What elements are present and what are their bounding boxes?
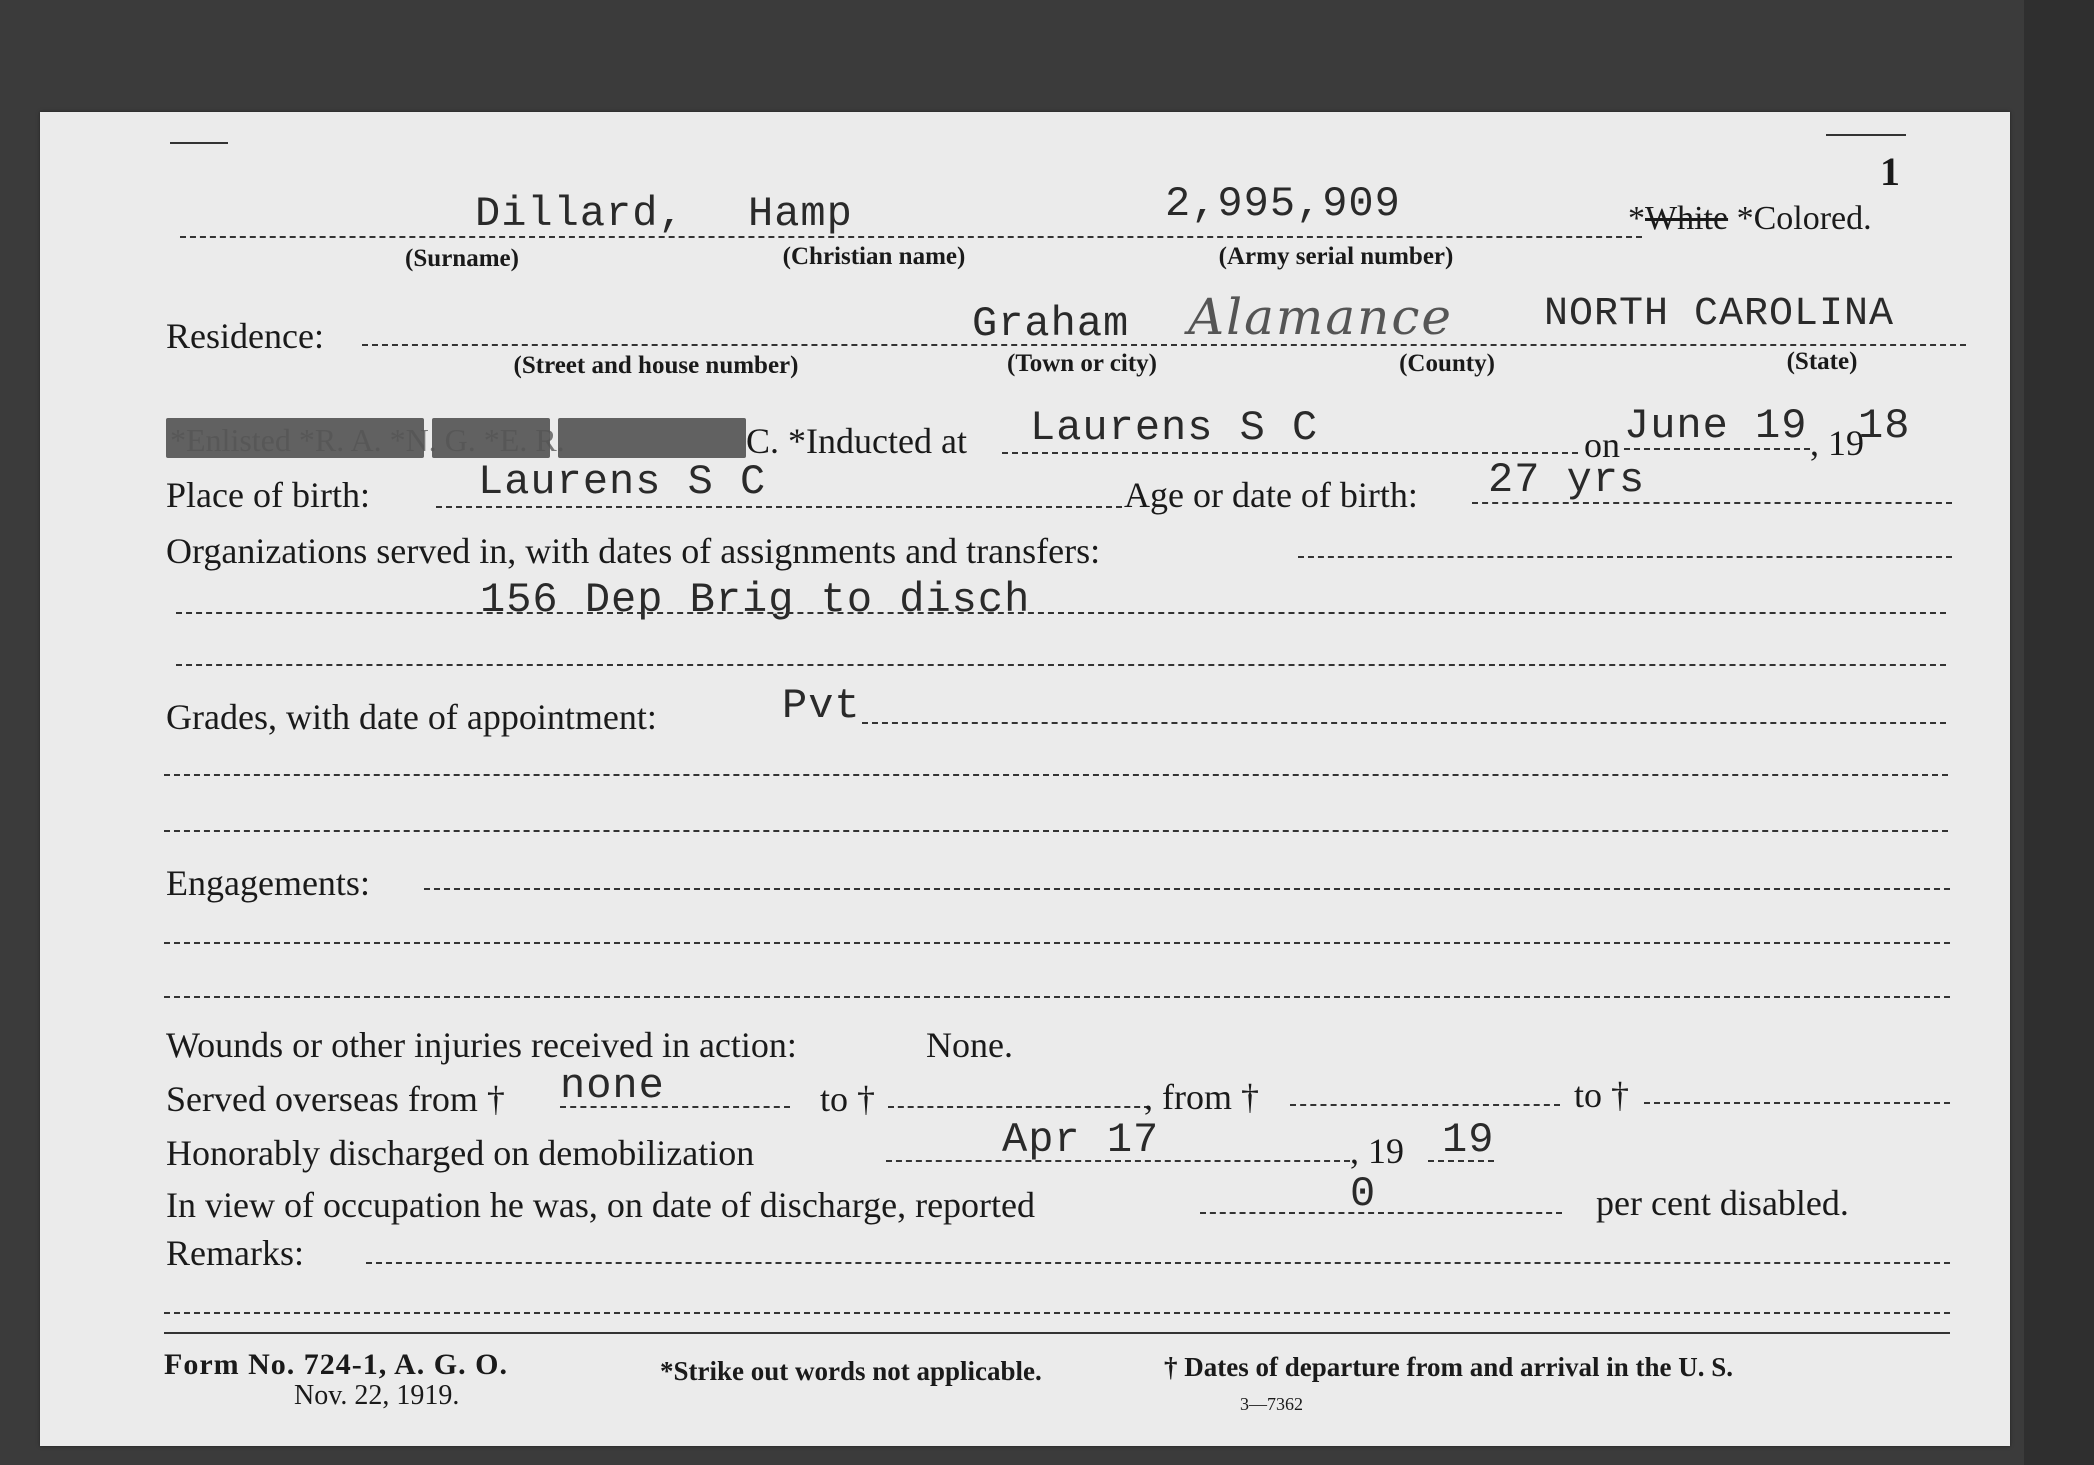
scanner-background: [2024, 0, 2094, 1465]
organizations-line-3: [176, 664, 1946, 666]
place-of-birth-line: [436, 506, 1122, 508]
disability-value: 0: [1350, 1170, 1377, 1218]
race-mid: *: [1728, 200, 1754, 237]
county-caption: (County): [1399, 350, 1495, 377]
town-caption: (Town or city): [1007, 350, 1157, 377]
organizations-label: Organizations served in, with dates of assignments and transfers:: [166, 531, 1101, 571]
on-label: on: [1584, 425, 1620, 465]
induction-date-value: June 19: [1624, 402, 1808, 450]
overseas-to2-label: to †: [1574, 1075, 1630, 1115]
race-options: [1628, 200, 1872, 238]
disability-line: [1200, 1212, 1562, 1214]
grades-label: Grades, with date of appointment:: [166, 697, 657, 737]
residence-line: [362, 344, 1966, 346]
remarks-line-2: [164, 1312, 1950, 1314]
enlistment-options-redacted: R.: [535, 422, 565, 458]
state-caption: (State): [1786, 348, 1858, 375]
inducted-line: [1002, 452, 1578, 454]
form-date: Nov. 22, 1919.: [294, 1380, 460, 1411]
engagements-label: Engagements:: [166, 863, 370, 903]
discharge-label: Honorably discharged on demobilization: [166, 1133, 755, 1173]
organizations-line-1: [1298, 556, 1952, 558]
place-of-birth-value: Laurens S C: [478, 458, 767, 506]
race-colored: Colored.: [1753, 200, 1872, 237]
redaction-bar-1: [166, 418, 424, 458]
discharge-year-line: [1428, 1160, 1494, 1162]
wounds-value: None.: [926, 1025, 1013, 1065]
organizations-line-2: [176, 612, 1946, 614]
redaction-bar-3: [558, 418, 746, 458]
race-white-struck: White: [1645, 200, 1729, 237]
induction-year-prefix: , 19: [1810, 423, 1864, 463]
overseas-from2-label: , from †: [1144, 1077, 1259, 1117]
discharge-date-line: [886, 1160, 1350, 1162]
induction-date-line: [1624, 448, 1810, 450]
grades-line-3: [164, 830, 1948, 832]
top-left-rule: [170, 142, 228, 144]
overseas-to2-line: [1644, 1102, 1950, 1104]
state-value: NORTH CAROLINA: [1544, 292, 1895, 337]
redaction-bar-2: [432, 418, 550, 458]
surname-caption: (Surname): [405, 245, 519, 272]
overseas-to-line: [888, 1106, 1150, 1108]
inducted-label: C. *Inducted at: [746, 421, 967, 461]
wounds-label: Wounds or other injuries received in action:: [166, 1025, 797, 1065]
county-value-handwritten: Alamance: [1188, 288, 1453, 346]
disability-suffix: per cent disabled.: [1596, 1183, 1849, 1223]
grades-value: Pvt: [782, 682, 861, 730]
discharge-date-value: Apr 17: [1002, 1116, 1160, 1164]
service-record-card: [40, 112, 2010, 1446]
overseas-from2-line: [1290, 1104, 1560, 1106]
engagements-line-2: [164, 942, 1950, 944]
residence-label: Residence:: [166, 316, 324, 356]
grades-line-2: [164, 774, 1948, 776]
street-caption: (Street and house number): [513, 352, 799, 379]
dates-note: † Dates of departure from and arrival in the U. S.: [1164, 1352, 1733, 1382]
town-value: Graham: [972, 300, 1130, 348]
induction-year-suffix: 18: [1858, 402, 1911, 450]
card-number: 1: [1880, 149, 1900, 194]
grades-line-1: [862, 722, 1946, 724]
overseas-from-label: Served overseas from †: [166, 1079, 505, 1119]
remarks-line-1: [366, 1262, 1950, 1264]
serial-number-value: 2,995,909: [1165, 180, 1401, 228]
top-right-rule: [1826, 134, 1906, 136]
christian-name-caption: (Christian name): [782, 243, 966, 270]
discharge-year-suffix: 19: [1442, 1116, 1495, 1164]
surname-value: Dillard,: [475, 190, 685, 238]
serial-caption: (Army serial number): [1218, 243, 1454, 270]
age-value: 27 yrs: [1488, 456, 1646, 504]
name-line: [180, 236, 1642, 238]
organizations-value: 156 Dep Brig to disch: [480, 576, 1031, 624]
overseas-from-line: [560, 1106, 790, 1108]
engagements-line-3: [164, 996, 1950, 998]
place-of-birth-label: Place of birth:: [166, 475, 370, 515]
remarks-label: Remarks:: [166, 1233, 304, 1273]
overseas-to-label: to †: [820, 1079, 876, 1119]
form-number: Form No. 724-1, A. G. O.: [164, 1348, 508, 1381]
disability-label: In view of occupation he was, on date of discharge, reported: [166, 1185, 1036, 1225]
christian-name-value: Hamp: [748, 190, 853, 238]
engagements-line-1: [424, 888, 1950, 890]
age-label: Age or date of birth:: [1124, 475, 1418, 515]
strike-note: *Strike out words not applicable.: [660, 1356, 1042, 1386]
footer-divider: [164, 1332, 1950, 1334]
age-line: [1472, 502, 1952, 504]
discharge-year-prefix: , 19: [1350, 1131, 1404, 1171]
inducted-at-value: Laurens S C: [1030, 404, 1319, 452]
print-code: 3—7362: [1240, 1394, 1303, 1414]
overseas-from-value: none: [560, 1062, 665, 1110]
race-prefix: *: [1628, 200, 1645, 237]
